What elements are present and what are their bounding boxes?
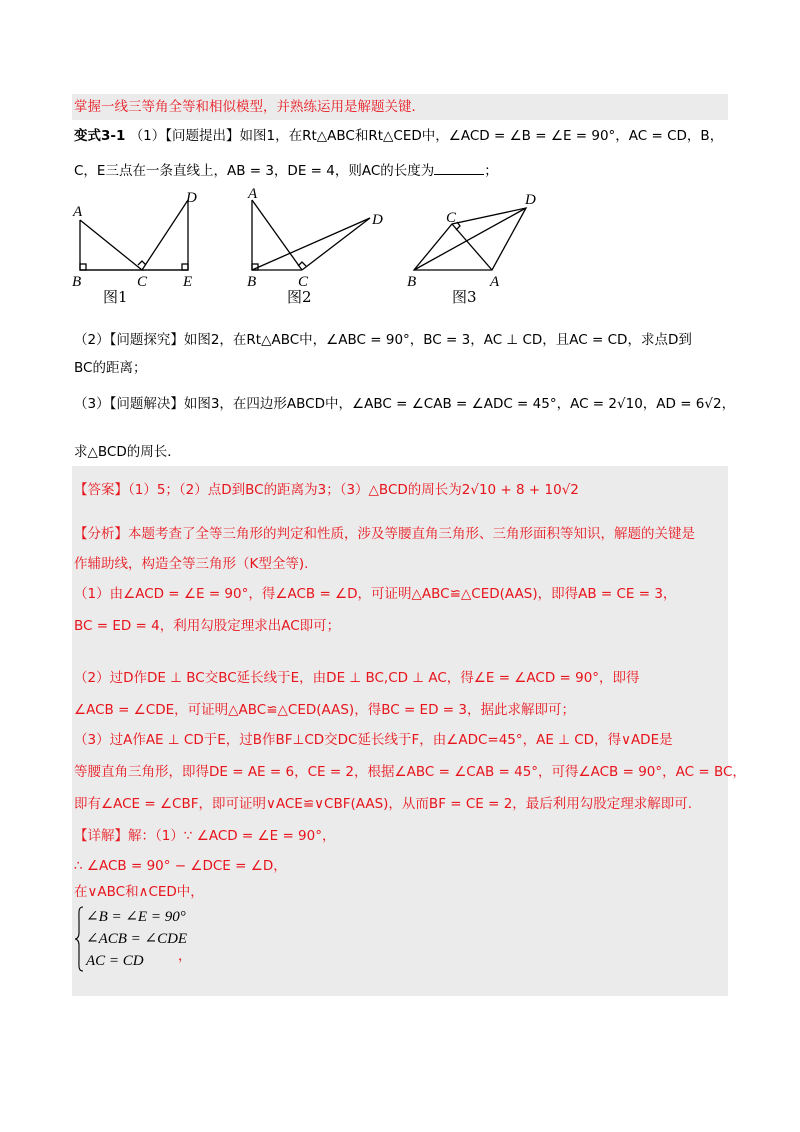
fig3-label-c: C	[446, 210, 457, 226]
fig2-label-a: A	[248, 186, 258, 202]
problem-part1-end: ；	[484, 163, 498, 179]
fig1-triangle-abc	[80, 220, 142, 270]
system-tail: ，	[178, 948, 192, 964]
analysis-line1: 【分析】本题考查了全等三角形的判定和性质，涉及等腰直角三角形、三角形面积等知识，解题的关键是	[74, 526, 695, 542]
problem-part2-line2: BC的距离；	[74, 360, 147, 376]
fig3-caption: 图3	[452, 288, 477, 306]
fig2-caption: 图2	[287, 288, 312, 306]
problem-part1-line2	[74, 160, 498, 181]
system-eq2: ∠ACB = ∠CDE	[86, 931, 188, 947]
answer-blank	[434, 160, 484, 175]
intro-text: 掌握一线三等角全等和相似模型，并熟练运用是解题关键．	[74, 99, 425, 115]
fig3-label-a: A	[490, 274, 500, 290]
fig1-label-e: E	[183, 274, 193, 290]
analysis-line6: ∠ACB = ∠CDE，可证明△ABC≌△CED(AAS)，得BC = ED = 3，据此求解即可；	[74, 702, 575, 718]
fig1-label-d: D	[186, 190, 197, 206]
fig3-label-b: B	[407, 274, 417, 290]
problem-part1-text: （1）【问题提出】如图1，在Rt△ABC和Rt△CED中，∠ACD = ∠B = ∠E = 90°，AC = CD，B，	[129, 128, 724, 144]
figures	[60, 182, 560, 312]
answer-line: 【答案】（1）5；（2）点D到BC的距离为3；（3）△BCD的周长为2√10 + 8 + 10√2	[74, 482, 579, 498]
fig3-ac	[452, 224, 492, 270]
fig2-label-d: D	[372, 212, 383, 228]
problem-part2-line1: （2）【问题探究】如图2，在Rt△ABC中，∠ABC = 90°，BC = 3，AC ⊥ CD，且AC = CD，求点D到	[74, 332, 692, 348]
analysis-line7: （3）过A作AE ⊥ CD于E，过B作BF⊥CD交DC延长线于F，由∠ADC=45°，AE ⊥ CD，得∨ADE是	[74, 732, 673, 748]
analysis-line4: BC = ED = 4，利用勾股定理求出AC即可；	[74, 618, 341, 634]
left-brace	[74, 906, 84, 972]
system-lines	[86, 906, 187, 972]
detail-line2: ∴ ∠ACB = 90° − ∠DCE = ∠D，	[74, 858, 287, 874]
problem-part3-line1: （3）【问题解决】如图3，在四边形ABCD中，∠ABC = ∠CAB = ∠ADC = 45°，AC = 2√10，AD = 6√2，	[74, 396, 736, 412]
fig1-triangle-ced	[142, 200, 188, 270]
problem-part1-text2: C，E三点在一条直线上，AB = 3，DE = 4，则AC的长度为	[74, 163, 435, 179]
system-eq1: ∠B = ∠E = 90°	[86, 909, 186, 925]
system-eq3-row	[86, 950, 187, 972]
fig1-right-angle-c	[138, 261, 146, 265]
fig3-label-d: D	[525, 192, 536, 208]
analysis-line5: （2）过D作DE ⊥ BC交BC延长线于E，由DE ⊥ BC,CD ⊥ AC，得∠E = ∠ACD = 90°，即得	[74, 670, 640, 686]
fig2-label-b: B	[247, 274, 257, 290]
analysis-line2: 作辅助线，构造全等三角形（K型全等).	[74, 556, 309, 572]
fig1-label-c: C	[137, 274, 148, 290]
analysis-line9: 即有∠ACE = ∠CBF，即可证明∨ACE≌∨CBF(AAS)，从而BF = CE = 2，最后利用勾股定理求解即可.	[74, 796, 693, 812]
fig2-label-c: C	[298, 274, 309, 290]
problem-part1-line1	[74, 126, 723, 146]
fig2-right-angle-c	[298, 262, 306, 266]
analysis-line3: （1）由∠ACD = ∠E = 90°，得∠ACB = ∠D，可证明△ABC≌△CED(AAS)，即得AB = CE = 3，	[74, 586, 677, 602]
fig1-caption: 图1	[103, 288, 128, 306]
detail-line1: 【详解】解：（1）∵ ∠ACD = ∠E = 90°，	[74, 828, 336, 844]
fig1-label-b: B	[72, 274, 82, 290]
fig1-right-angle-e	[182, 264, 188, 270]
fig1-right-angle-b	[80, 264, 86, 270]
system-eq3: AC = CD	[86, 953, 144, 969]
problem-label: 变式3-1	[74, 128, 126, 144]
detail-line3: 在∨ABC和∧CED中，	[74, 884, 204, 900]
analysis-line8: 等腰直角三角形，即得DE = AE = 6，CE = 2，根据∠ABC = ∠CAB = 45°，可得∠ACB = 90°，AC = BC，	[74, 764, 746, 780]
fig1-label-a: A	[73, 204, 83, 220]
problem-part3-line2: 求△BCD的周长．	[74, 444, 181, 460]
